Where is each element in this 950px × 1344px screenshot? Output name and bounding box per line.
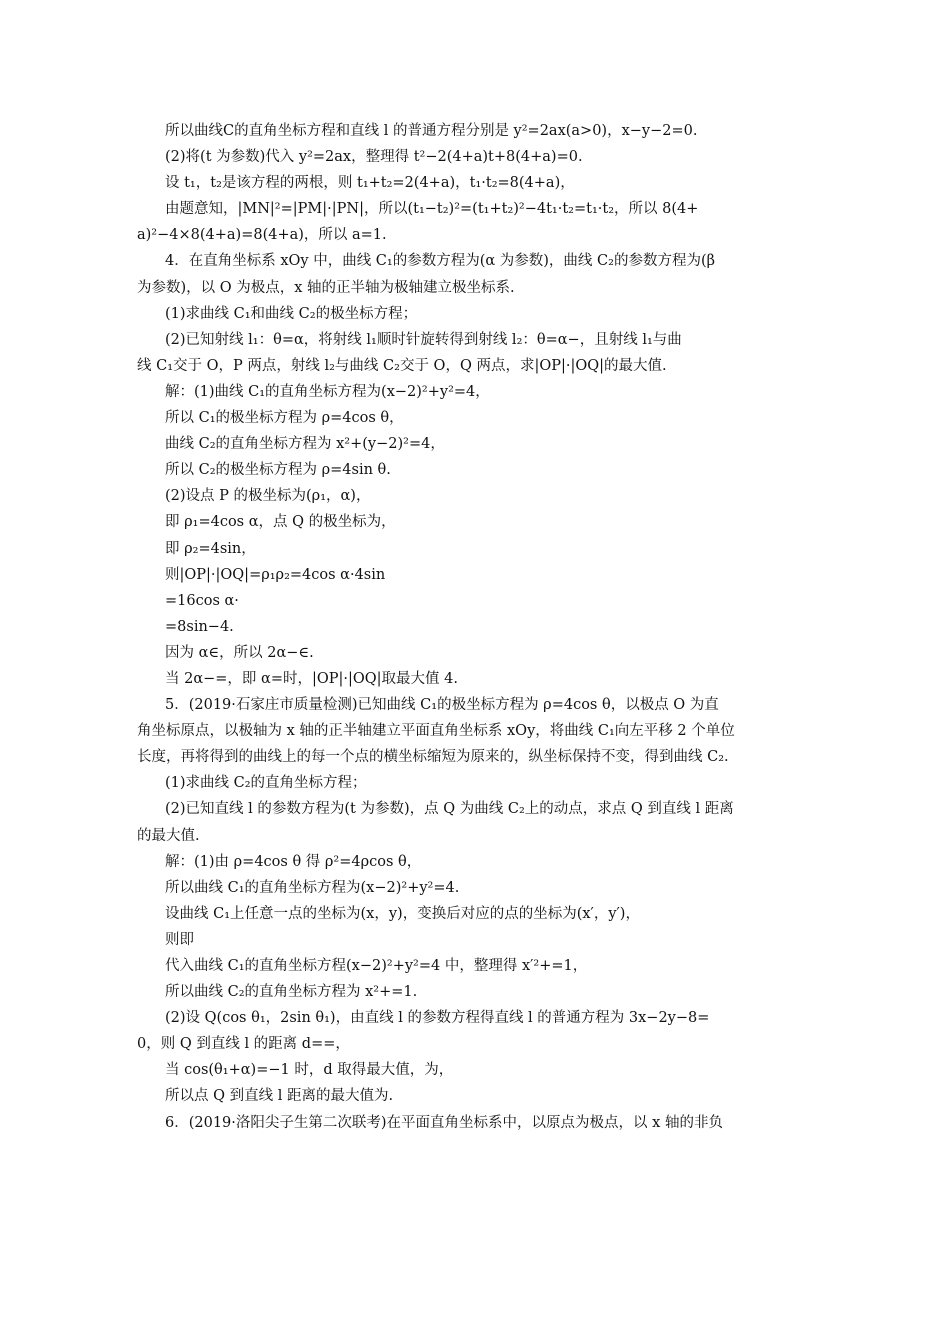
text-line: 代入曲线 C₁的直角坐标方程(x−2)²+y²=4 中，整理得 x′²+=1， bbox=[165, 958, 588, 974]
text-line: =16cos α· bbox=[165, 592, 239, 609]
text-line: 4．在直角坐标系 xOy 中，曲线 C₁的参数方程为(α 为参数)，曲线 C₂的参数方程为(β bbox=[165, 253, 715, 270]
text-line: 线 C₁交于 O，P 两点，射线 l₂与曲线 C₂交于 O，Q 两点，求|OP|·|OQ|的最大值. bbox=[137, 357, 667, 374]
text-line: 即 ρ₂=4sin， bbox=[165, 540, 256, 557]
text-line: 所以曲线 C₁的直角坐标方程为(x−2)²+y²=4. bbox=[165, 879, 460, 896]
text-line: 即 ρ₁=4cos α，点 Q 的极坐标为， bbox=[165, 514, 396, 531]
text-line: 当 2α−=，即 α=时，|OP|·|OQ|取最大值 4. bbox=[165, 670, 458, 687]
text-line: =8sin−4. bbox=[165, 618, 234, 635]
text-line: 所以曲线C的直角坐标方程和直线 l 的普通方程分别是 y²=2ax(a>0)，x−y−2=0. bbox=[165, 123, 698, 139]
text-line: 5．(2019·石家庄市质量检测)已知曲线 C₁的极坐标方程为 ρ=4cos θ，以极点 O 为直 bbox=[165, 697, 719, 714]
text-line: (2)已知直线 l 的参数方程为(t 为参数)，点 Q 为曲线 C₂上的动点，求点 Q 到直线 l 距离 bbox=[165, 801, 734, 818]
text-line: 的最大值. bbox=[137, 827, 200, 844]
text-line: (2)设 Q(cos θ₁，2sin θ₁)，由直线 l 的参数方程得直线 l 的普通方程为 3x−2y−8= bbox=[165, 1010, 710, 1027]
text-line: 解：(1)由 ρ=4cos θ 得 ρ²=4ρcos θ， bbox=[165, 853, 422, 870]
text-line: 则|OP|·|OQ|=ρ₁ρ₂=4cos α·4sin bbox=[165, 566, 386, 583]
text-line: 为参数)，以 O 为极点，x 轴的正半轴为极轴建立极坐标系. bbox=[137, 279, 515, 296]
text-line: a)²−4×8(4+a)=8(4+a)，所以 a=1. bbox=[137, 227, 387, 244]
text-line: 角坐标原点，以极轴为 x 轴的正半轴建立平面直角坐标系 xOy，将曲线 C₁向左平移 2 个单位 bbox=[137, 723, 735, 740]
text-line: (2)设点 P 的极坐标为(ρ₁，α)， bbox=[165, 488, 371, 505]
text-line: 所以 C₂的极坐标方程为 ρ=4sin θ. bbox=[165, 462, 391, 479]
document-body bbox=[137, 118, 817, 1136]
text-line: (1)求曲线 C₂的直角坐标方程； bbox=[165, 775, 367, 792]
text-line: 6．(2019·洛阳尖子生第二次联考)在平面直角坐标系中，以原点为极点，以 x 轴的非负 bbox=[165, 1114, 723, 1131]
text-line: 设曲线 C₁上任意一点的坐标为(x，y)，变换后对应的点的坐标为(x′，y′)， bbox=[165, 905, 640, 922]
text-line: 解：(1)曲线 C₁的直角坐标方程为(x−2)²+y²=4， bbox=[165, 383, 490, 400]
text-line: 当 cos(θ₁+α)=−1 时，d 取得最大值，为， bbox=[165, 1062, 454, 1079]
text-line: 所以点 Q 到直线 l 距离的最大值为. bbox=[165, 1088, 394, 1105]
text-line: (1)求曲线 C₁和曲线 C₂的极坐标方程； bbox=[165, 305, 418, 322]
text-line: (2)已知射线 l₁：θ=α，将射线 l₁顺时针旋转得到射线 l₂：θ=α−，且射线 l₁与曲 bbox=[165, 331, 682, 348]
text-line: 由题意知，|MN|²=|PM|·|PN|，所以(t₁−t₂)²=(t₁+t₂)²−4t₁·t₂=t₁·t₂，所以 8(4+ bbox=[165, 201, 699, 218]
text-line: (2)将(t 为参数)代入 y²=2ax，整理得 t²−2(4+a)t+8(4+a)=0. bbox=[165, 149, 583, 166]
text-line: 则即 bbox=[165, 931, 194, 948]
text-line: 所以曲线 C₂的直角坐标方程为 x²+=1. bbox=[165, 984, 418, 1001]
text-line: 因为 α∈，所以 2α−∈. bbox=[165, 644, 314, 661]
text-line: 所以 C₁的极坐标方程为 ρ=4cos θ， bbox=[165, 410, 404, 427]
text-line: 曲线 C₂的直角坐标方程为 x²+(y−2)²=4， bbox=[165, 436, 445, 453]
text-line: 0，则 Q 到直线 l 的距离 d==， bbox=[137, 1036, 350, 1053]
text-line: 长度，再将得到的曲线上的每一个点的横坐标缩短为原来的，纵坐标保持不变，得到曲线 C₂. bbox=[137, 749, 729, 766]
text-line: 设 t₁，t₂是该方程的两根，则 t₁+t₂=2(4+a)，t₁·t₂=8(4+a)， bbox=[165, 175, 575, 192]
